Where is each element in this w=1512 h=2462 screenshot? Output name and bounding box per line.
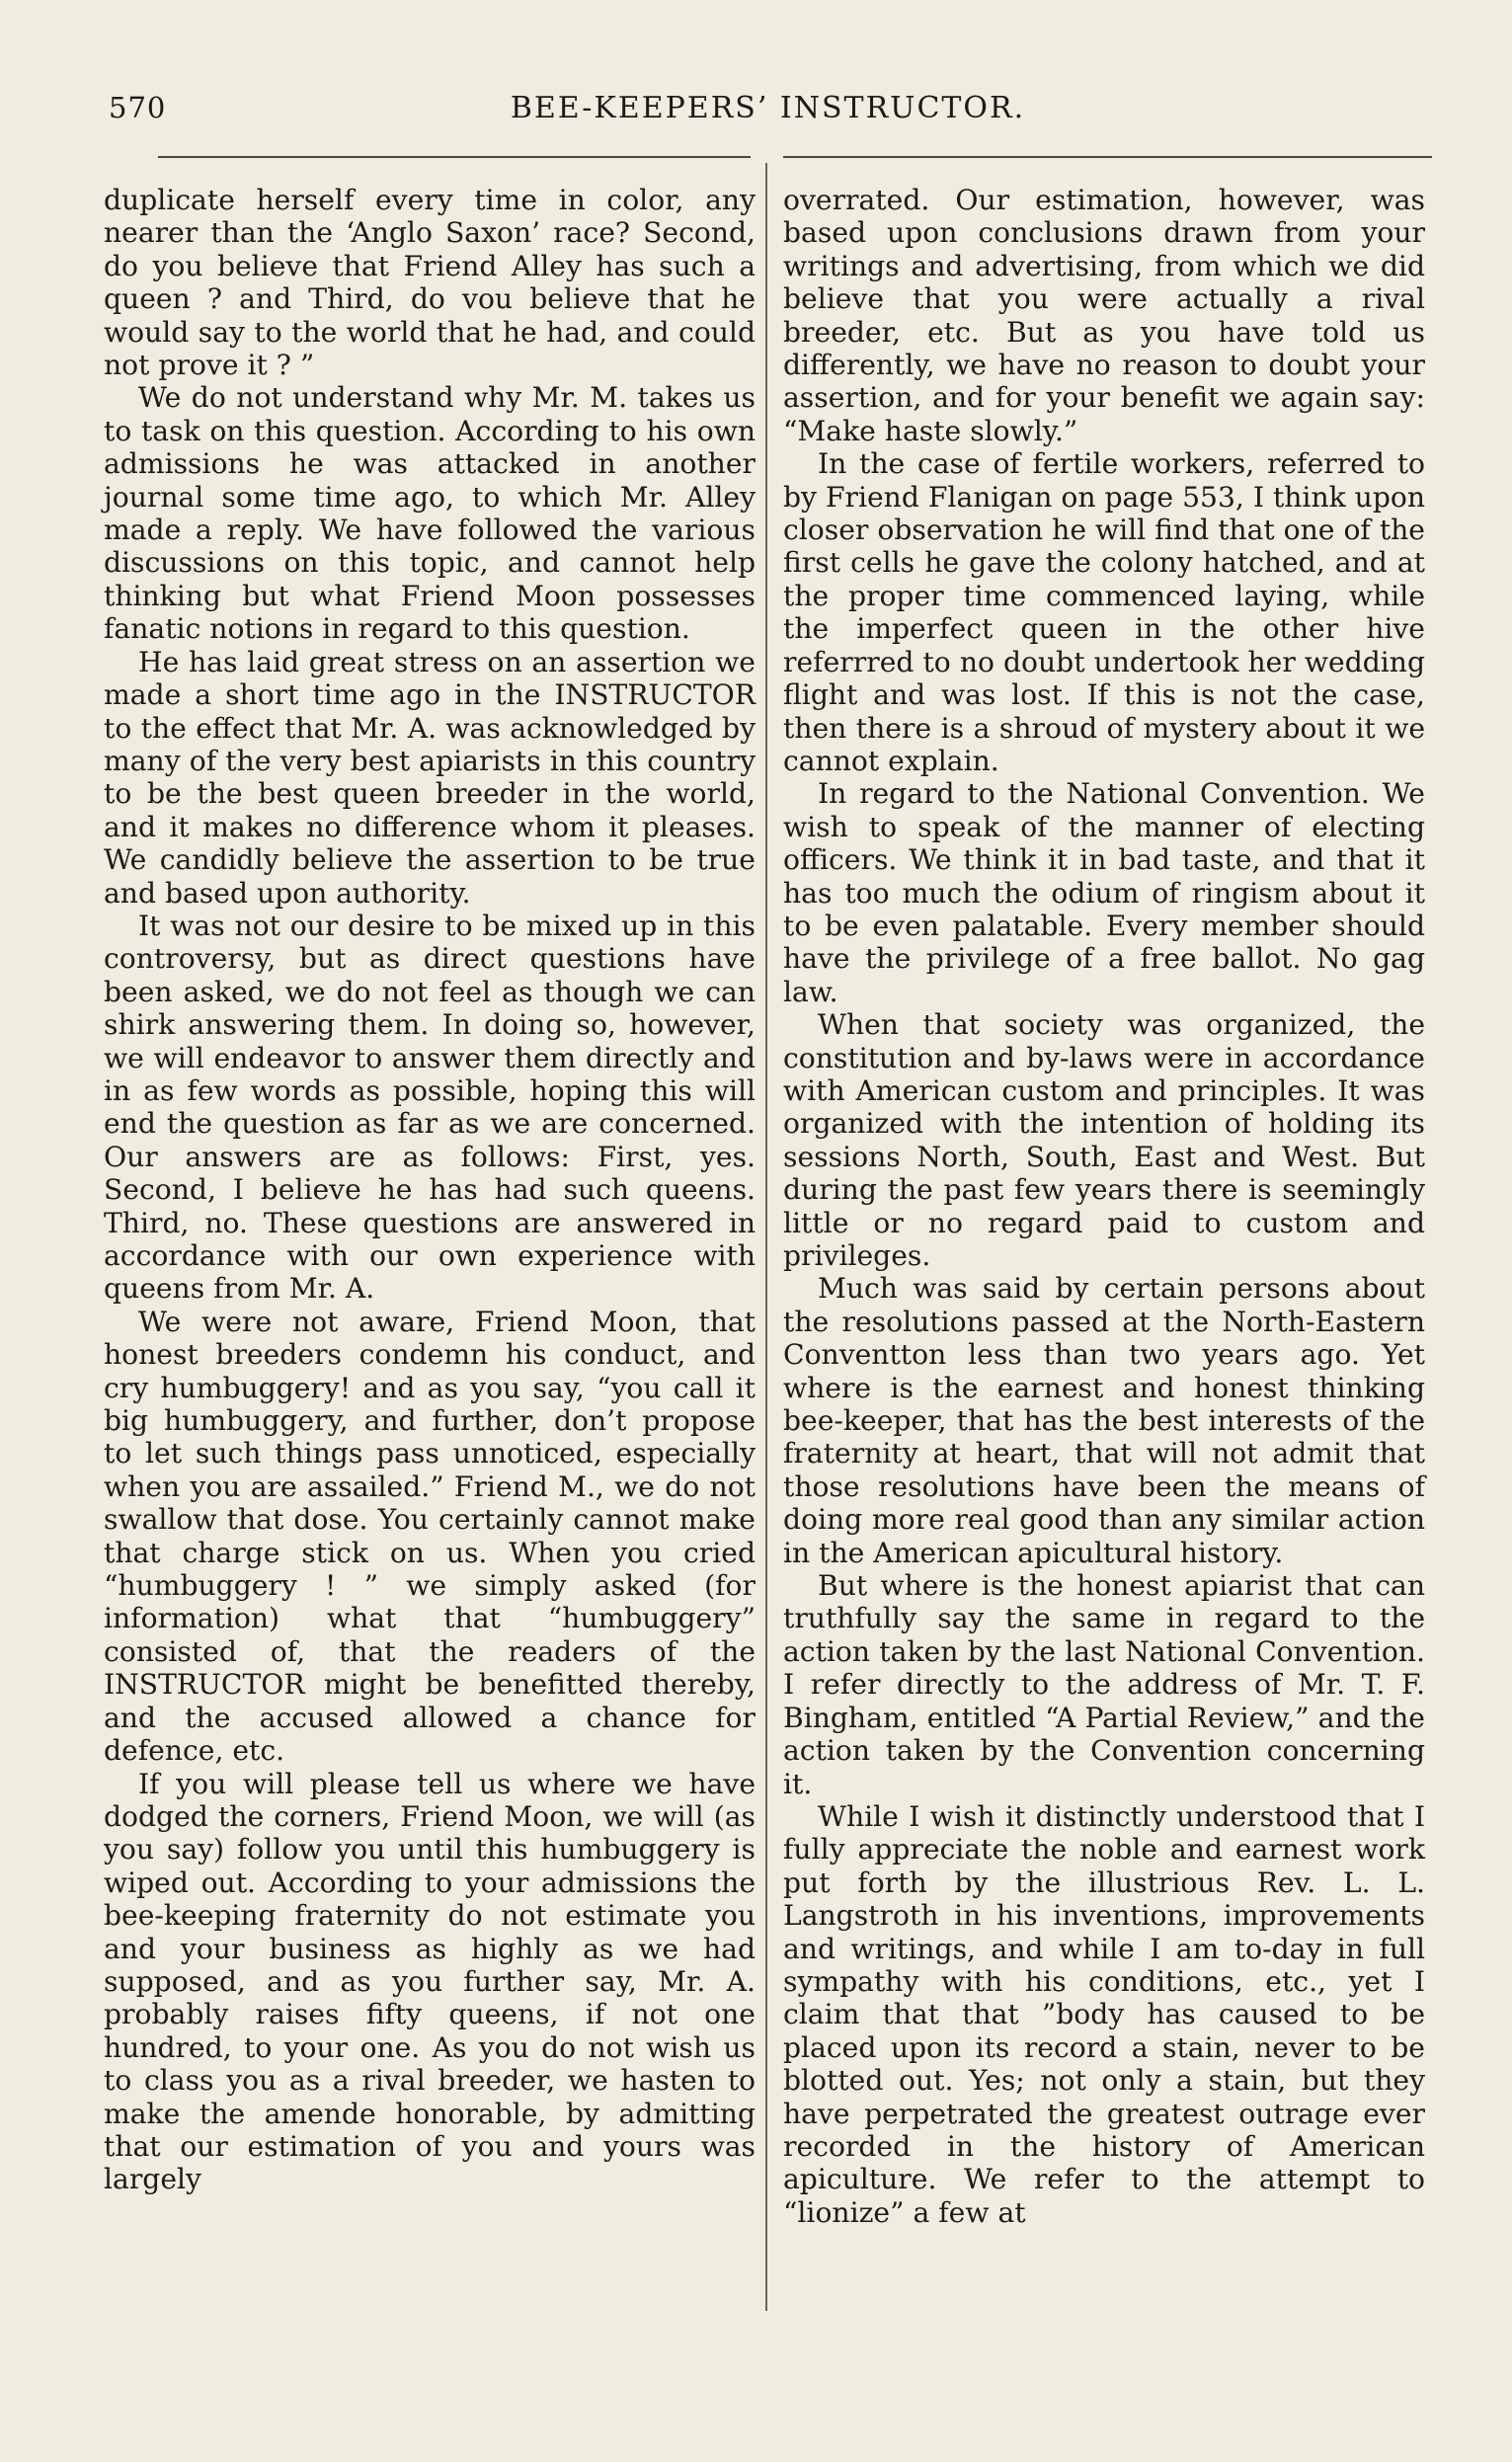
paragraph: In the case of fertile workers, referred to by Friend Flanigan on page 553, I think upon closer observation he will find that one of the first cells he gave the colony hatched, and at the proper time commenced laying, while the imperfect queen in the other hive referrred to no doubt undertook her wedding flight and was lost. If this is not the case, then there is a shroud of mystery about it we cannot explain. [783,447,1425,777]
page-number: 570 [109,91,167,124]
paragraph: Much was said by certain persons about the resolutions passed at the North-Eastern Conventton less than two years ago. Yet where is the earnest and honest thinking bee-keeper, that has the best interests of the fraternity at heart, that will not admit that those resolutions have been the means of doing more real good than any similar action in the American apicultural history. [783,1272,1425,1569]
right-column [783,184,1425,2229]
paragraph: He has laid great stress on an assertion we made a short time ago in the INSTRUCTOR to the effect that Mr. A. was acknowledged by many of the very best apiarists in this country to be the best queen breeder in the world, and it makes no difference whom it pleases. We candidly believe the assertion to be true and based upon authority. [104,645,756,910]
paragraph: We do not understand why Mr. M. takes us to task on this question. According to his own admissions he was attacked in another journal some time ago, to which Mr. Alley made a reply. We have followed the various discussions on this topic, and cannot help thinking but what Friend Moon possesses fanatic notions in regard to this question. [104,381,756,646]
paragraph: While I wish it distinctly understood that I fully appreciate the noble and earnest work put forth by the illustrious Rev. L. L. Langstroth in his inventions, improvements and writings, and while I am to-day in full sympathy with his conditions, etc., yet I claim that that ”body has caused to be placed upon its record a stain, never to be blotted out. Yes; not only a stain, but they have perpetrated the greatest outrage ever recorded in the history of American apiculture. We refer to the attempt to “lionize” a few at [783,1799,1425,2229]
paragraph: It was not our desire to be mixed up in this controversy, but as direct questions have been asked, we do not feel as though we can shirk answering them. In doing so, however, we will endeavor to answer them directly and in as few words as possible, hoping this will end the question as far as we are concerned. Our answers are as follows: First, yes. Second, I believe he has had such queens. Third, no. These questions are answered in accordance with our own experience with queens from Mr. A. [104,909,756,1306]
paragraph: If you will please tell us where we have dodged the corners, Friend Moon, we will (as you say) follow you until this humbuggery is wiped out. According to your admissions the bee-keeping fraternity do not estimate you and your business as highly as we had supposed, and as you further say, Mr. A. probably raises fifty queens, if not one hundred, to your one. As you do not wish us to class you as a rival breeder, we hasten to make the amende honorable, by admitting that our estimation of you and yours was largely [104,1767,756,2196]
column-divider [765,163,767,2311]
header-rule-right [783,156,1432,158]
paragraph: We were not aware, Friend Moon, that honest breeders condemn his conduct, and cry humbuggery! and as you say, “you call it big humbuggery, and further, don’t propose to let such things pass unnoticed, especially when you are assailed.” Friend M., we do not swallow that dose. You certainly cannot make that charge stick on us. When you cried “humbuggery ! ” we simply asked (for information) what that “humbuggery” consisted of, that the readers of the INSTRUCTOR might be benefitted thereby, and the accused allowed a chance for defence, etc. [104,1305,756,1768]
paragraph: overrated. Our estimation, however, was based upon conclusions drawn from your writings and advertising, from which we did believe that you were actually a rival breeder, etc. But as you have told us differently, we have no reason to doubt your assertion, and for your benefit we again say: “Make haste slowly.” [783,184,1425,447]
left-column [104,184,756,2196]
paragraph: When that society was organized, the constitution and by-laws were in accordance with American custom and principles. It was organized with the intention of holding its sessions North, South, East and West. But during the past few years there is seemingly little or no regard paid to custom and privileges. [783,1008,1425,1272]
page-header [104,91,1432,130]
running-head: BEE-KEEPERS’ INSTRUCTOR. [510,91,1026,125]
header-rule-left [158,156,751,158]
paragraph: In regard to the National Convention. We wish to speak of the manner of electing officers. We think it in bad taste, and that it has too much the odium of ringism about it to be even palatable. Every member should have the privilege of a free ballot. No gag law. [783,777,1425,1008]
paragraph: But where is the honest apiarist that can truthfully say the same in regard to the action taken by the last National Convention. I refer directly to the address of Mr. T. F. Bingham, entitled “A Partial Review,” and the action taken by the Convention concerning it. [783,1569,1425,1800]
paragraph: duplicate herself every time in color, any nearer than the ‘Anglo Saxon’ race? Second, do you believe that Friend Alley has such a queen ? and Third, do vou believe that he would say to the world that he had, and could not prove it ? ” [104,184,756,382]
